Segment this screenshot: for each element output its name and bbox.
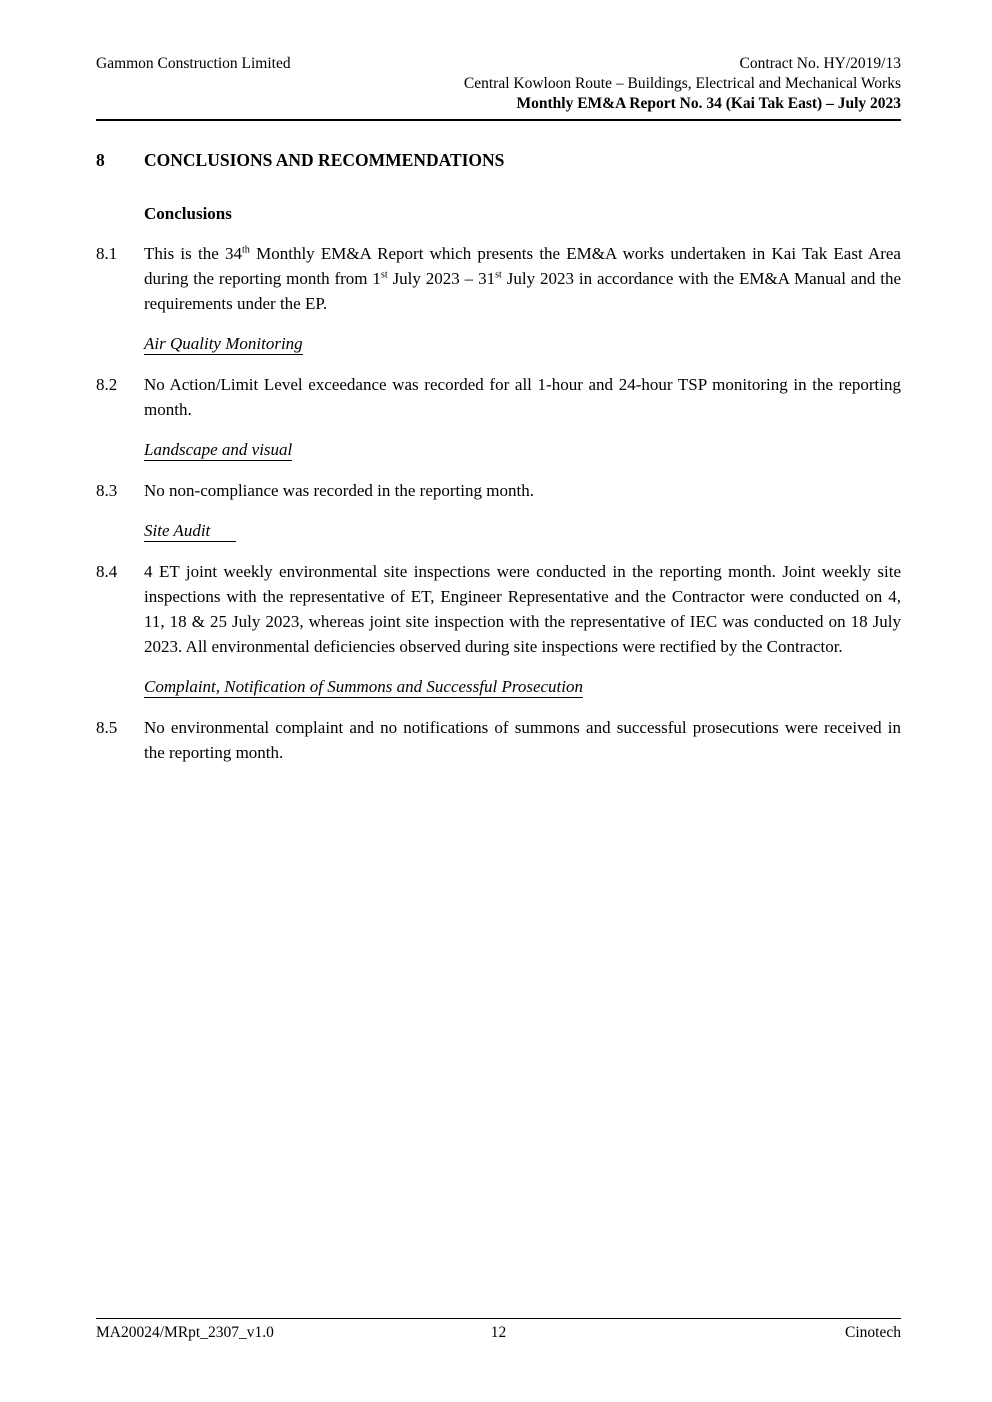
subheading-air-quality	[144, 331, 901, 356]
conclusions-subtitle: Conclusions	[144, 204, 232, 223]
footer-organisation: Cinotech	[845, 1324, 901, 1341]
paragraph-number: 8.2	[96, 375, 118, 394]
subheading-landscape-visual	[144, 437, 901, 462]
page-header	[96, 54, 901, 121]
paragraph-8-4	[96, 559, 901, 659]
paragraph-text: 4 ET joint weekly environmental site inspections were conducted in the reporting month. Joint weekly site inspections with the representative of ET, Engineer Representative and the Contractor were conducted on 4, 11, 18 & 25 July 2023, whereas joint site inspection with the representative of IEC was conducted on 18 July 2023. All environmental deficiencies observed during site inspections were rectified by the Contractor.	[144, 562, 901, 656]
paragraph-8-1	[96, 241, 901, 316]
paragraph-number: 8.4	[96, 562, 118, 581]
paragraph-text: No non-compliance was recorded in the reporting month.	[144, 481, 534, 500]
paragraph-number: 8.3	[96, 481, 118, 500]
footer-page-number: 12	[490, 1324, 507, 1341]
header-project-line: Central Kowloon Route – Buildings, Electrical and Mechanical Works	[463, 75, 901, 92]
section-heading	[96, 148, 901, 173]
paragraph-text: No environmental complaint and no notifications of summons and successful prosecutions were received in the reporting month.	[144, 718, 901, 762]
paragraph-run: July 2023 in accordance with the EM&A Manual and the requirements under the EP.	[144, 269, 901, 313]
document-body	[96, 148, 901, 765]
header-company: Gammon Construction Limited	[96, 55, 291, 72]
section-number: 8	[96, 150, 105, 170]
paragraph-run: July 2023 – 31	[387, 269, 496, 288]
paragraph-8-2	[96, 372, 901, 422]
subheading-label: Landscape and visual	[144, 440, 293, 459]
superscript: st	[495, 269, 502, 281]
subheading-label: Site Audit	[144, 521, 236, 542]
header-row-1	[96, 54, 901, 74]
paragraph-number: 8.5	[96, 718, 118, 737]
paragraph-run: Monthly EM&A Report which presents the EM&A works undertaken in Kai Tak East Area during the reporting month from 1	[144, 244, 901, 288]
subheading-label: Complaint, Notification of Summons and Successful Prosecution	[144, 677, 583, 696]
superscript: st	[380, 269, 388, 281]
paragraph-text	[144, 241, 901, 316]
header-rule	[96, 119, 901, 121]
header-report-title: Monthly EM&A Report No. 34 (Kai Tak East) – July 2023	[516, 95, 901, 112]
paragraph-text: No Action/Limit Level exceedance was recorded for all 1-hour and 24-hour TSP monitoring in the reporting month.	[144, 375, 901, 419]
paragraph-number: 8.1	[96, 244, 118, 263]
page-footer	[96, 1318, 901, 1342]
superscript: th	[241, 244, 250, 256]
paragraph-8-3	[96, 478, 901, 503]
section-title: CONCLUSIONS AND RECOMMENDATIONS	[144, 150, 505, 170]
subheading-label: Air Quality Monitoring	[144, 334, 303, 353]
subheading-complaint-summons	[144, 674, 901, 699]
header-contract-no: Contract No. HY/2019/13	[739, 55, 901, 72]
paragraph-run: This is the 34	[144, 244, 242, 263]
footer-doc-ref: MA20024/MRpt_2307_v1.0	[96, 1324, 274, 1341]
paragraph-8-5	[96, 715, 901, 765]
subheading-site-audit	[144, 518, 901, 543]
